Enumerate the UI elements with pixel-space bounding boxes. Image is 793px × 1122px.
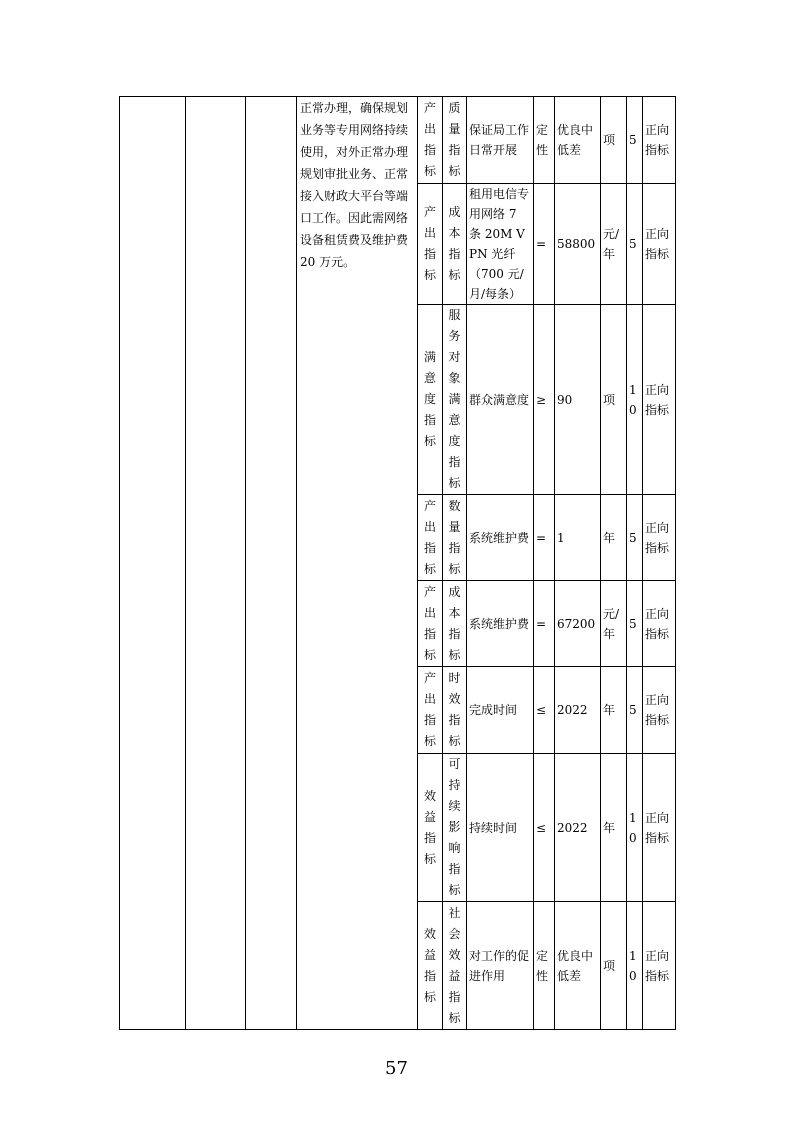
indicator-weight: 5 bbox=[627, 184, 643, 305]
indicator-value: 58800 bbox=[555, 184, 601, 305]
indicator-unit: 年 bbox=[601, 495, 627, 581]
indicator-weight: 10 bbox=[627, 902, 643, 1030]
indicator-operator: ≤ bbox=[534, 667, 555, 754]
indicator-operator: = bbox=[534, 581, 555, 667]
indicator-value: 2022 bbox=[555, 754, 601, 902]
indicator-operator: 定性 bbox=[534, 97, 555, 184]
level1-indicator: 产出指标 bbox=[418, 667, 443, 754]
level1-indicator: 产出指标 bbox=[418, 581, 443, 667]
indicator-direction: 正向指标 bbox=[643, 184, 676, 305]
indicator-operator: ≥ bbox=[534, 305, 555, 495]
indicator-name: 系统维护费 bbox=[467, 495, 534, 581]
indicator-weight: 5 bbox=[627, 581, 643, 667]
level2-indicator: 可持续影响指标 bbox=[443, 754, 467, 902]
indicator-operator: = bbox=[534, 495, 555, 581]
indicator-weight: 10 bbox=[627, 305, 643, 495]
indicator-direction: 正向指标 bbox=[643, 581, 676, 667]
indicator-value: 优良中低差 bbox=[555, 97, 601, 184]
indicator-unit: 元/年 bbox=[601, 184, 627, 305]
indicator-value: 优良中低差 bbox=[555, 902, 601, 1030]
indicator-unit: 年 bbox=[601, 667, 627, 754]
indicator-name: 对工作的促进作用 bbox=[467, 902, 534, 1030]
level2-indicator: 数量指标 bbox=[443, 495, 467, 581]
level2-indicator: 社会效益指标 bbox=[443, 902, 467, 1030]
indicator-direction: 正向指标 bbox=[643, 495, 676, 581]
indicator-value: 90 bbox=[555, 305, 601, 495]
level2-indicator: 服务对象满意度指标 bbox=[443, 305, 467, 495]
indicator-name: 系统维护费 bbox=[467, 581, 534, 667]
indicator-unit: 项 bbox=[601, 902, 627, 1030]
indicator-value: 67200 bbox=[555, 581, 601, 667]
level1-indicator: 产出指标 bbox=[418, 184, 443, 305]
indicator-direction: 正向指标 bbox=[643, 902, 676, 1030]
level1-indicator: 满意度指标 bbox=[418, 305, 443, 495]
indicator-value: 2022 bbox=[555, 667, 601, 754]
page-number: 57 bbox=[385, 1058, 408, 1079]
indicator-operator: 定性 bbox=[534, 902, 555, 1030]
level2-indicator: 质量指标 bbox=[443, 97, 467, 184]
indicator-weight: 10 bbox=[627, 754, 643, 902]
level1-indicator: 产出指标 bbox=[418, 97, 443, 184]
level1-indicator: 效益指标 bbox=[418, 754, 443, 902]
level1-indicator: 效益指标 bbox=[418, 902, 443, 1030]
level2-indicator: 时效指标 bbox=[443, 667, 467, 754]
indicator-unit: 年 bbox=[601, 754, 627, 902]
indicator-direction: 正向指标 bbox=[643, 97, 676, 184]
indicator-weight: 5 bbox=[627, 495, 643, 581]
indicator-name: 完成时间 bbox=[467, 667, 534, 754]
indicator-name: 群众满意度 bbox=[467, 305, 534, 495]
level1-indicator: 产出指标 bbox=[418, 495, 443, 581]
level2-indicator: 成本指标 bbox=[443, 581, 467, 667]
indicator-value: 1 bbox=[555, 495, 601, 581]
indicator-direction: 正向指标 bbox=[643, 754, 676, 902]
performance-indicator-table bbox=[119, 96, 676, 1030]
indicator-unit: 元/年 bbox=[601, 581, 627, 667]
table-row bbox=[120, 97, 676, 184]
indicator-name: 持续时间 bbox=[467, 754, 534, 902]
indicator-direction: 正向指标 bbox=[643, 667, 676, 754]
indicator-operator: = bbox=[534, 184, 555, 305]
empty-cell bbox=[246, 97, 297, 1030]
indicator-weight: 5 bbox=[627, 97, 643, 184]
indicator-name: 租用电信专用网络 7 条 20M VPN 光纤（700 元/月/每条） bbox=[467, 184, 534, 305]
indicator-direction: 正向指标 bbox=[643, 305, 676, 495]
level2-indicator: 成本指标 bbox=[443, 184, 467, 305]
indicator-unit: 项 bbox=[601, 305, 627, 495]
empty-cell bbox=[120, 97, 186, 1030]
empty-cell bbox=[186, 97, 246, 1030]
indicator-name: 保证局工作日常开展 bbox=[467, 97, 534, 184]
indicator-unit: 项 bbox=[601, 97, 627, 184]
indicator-operator: ≤ bbox=[534, 754, 555, 902]
indicator-weight: 5 bbox=[627, 667, 643, 754]
project-description: 正常办理，确保规划业务等专用网络持续使用，对外正常办理规划审批业务、正常接入财政大平台等端口工作。因此需网络设备租赁费及维护费 20 万元。 bbox=[297, 97, 418, 1030]
